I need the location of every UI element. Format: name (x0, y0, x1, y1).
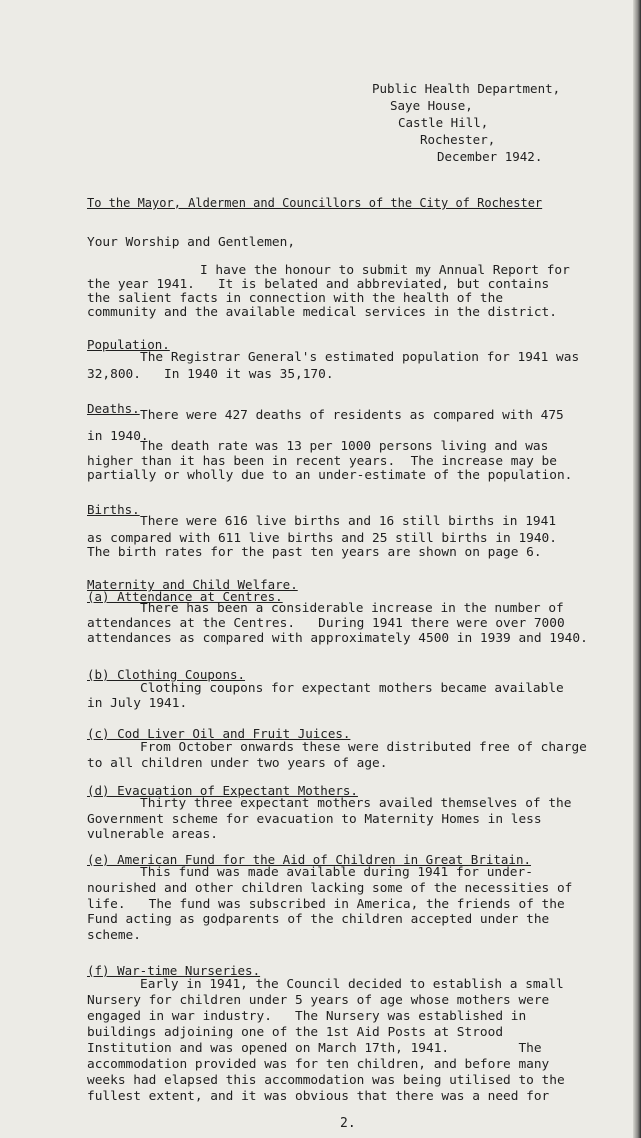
subsection-e-line: nourished and other children lacking some of the necessities of (87, 881, 573, 896)
deaths-line: There were 427 deaths of residents as compared with 475 (140, 408, 564, 423)
subsection-b-line: Clothing coupons for expectant mothers became available (140, 681, 564, 696)
subsection-a-line: attendances as compared with approximately 4500 in 1939 and 1940. (87, 631, 588, 646)
subsection-d-heading: (d) Evacuation of Expectant Mothers. (87, 783, 358, 798)
intro-line: I have the honour to submit my Annual Report for (200, 263, 570, 278)
subsection-d-line: Government scheme for evacuation to Maternity Homes in less (87, 812, 542, 827)
subsection-f-line: Nursery for children under 5 years of age whose mothers were (87, 993, 550, 1008)
subsection-e-line: This fund was made available during 1941 for under- (140, 865, 533, 880)
subsection-f-line: buildings adjoining one of the 1st Aid Posts at Strood (87, 1025, 504, 1040)
subsection-f-line: weeks had elapsed this accommodation was being utilised to the (87, 1073, 565, 1088)
subsection-f-heading: (f) War-time Nurseries. (87, 963, 261, 978)
subsection-f-line: Institution and was opened on March 17th, 1941. The (87, 1041, 542, 1056)
page-edge-shadow (633, 0, 641, 1138)
subsection-c-heading: (c) Cod Liver Oil and Fruit Juices. (87, 726, 351, 741)
address-line: Castle Hill, (398, 115, 489, 130)
deaths-line: higher than it has been in recent years. The increase may be (87, 454, 557, 469)
births-line: as compared with 611 live births and 25 still births in 1940. (87, 531, 557, 546)
intro-line: the salient facts in connection with the health of the (87, 291, 504, 306)
population-heading: Population. (87, 337, 170, 352)
intro-line: community and the available medical services in the district. (87, 305, 557, 320)
salutation: Your Worship and Gentlemen, (87, 235, 296, 250)
subsection-c-line: to all children under two years of age. (87, 756, 388, 771)
subsection-f-line: Early in 1941, the Council decided to establish a small (140, 977, 564, 992)
intro-line: the year 1941. It is belated and abbreviated, but contains (87, 277, 550, 292)
addressee-line: To the Mayor, Aldermen and Councillors of the City of Rochester (87, 196, 543, 210)
subsection-e-line: Fund acting as godparents of the children accepted under the (87, 912, 550, 927)
births-heading: Births. (87, 502, 140, 517)
subsection-a-heading: (a) Attendance at Centres. (87, 589, 283, 604)
population-line: The Registrar General's estimated population for 1941 was (140, 350, 580, 365)
address-line: Public Health Department, (372, 81, 561, 96)
deaths-line: in 1940. (87, 429, 149, 444)
subsection-e-line: life. The fund was subscribed in America, the friends of the (87, 897, 565, 912)
page-number: 2. (340, 1116, 356, 1131)
deaths-line: partially or wholly due to an under-estimate of the population. (87, 468, 573, 483)
subsection-d-line: Thirty three expectant mothers availed themselves of the (140, 796, 572, 811)
deaths-line: The death rate was 13 per 1000 persons living and was (140, 439, 549, 454)
births-line: There were 616 live births and 16 still births in 1941 (140, 514, 557, 529)
subsection-a-line: There has been a considerable increase in the number of (140, 601, 564, 616)
subsection-a-line: attendances at the Centres. During 1941 there were over 7000 (87, 616, 565, 631)
subsection-d-line: vulnerable areas. (87, 827, 218, 842)
subsection-b-line: in July 1941. (87, 696, 188, 711)
deaths-heading: Deaths. (87, 401, 140, 416)
subsection-f-line: fullest extent, and it was obvious that there was a need for (87, 1089, 550, 1104)
maternity-heading: Maternity and Child Welfare. (87, 577, 298, 592)
address-line: Saye House, (390, 98, 473, 113)
births-line: The birth rates for the past ten years are shown on page 6. (87, 545, 542, 560)
subsection-f-line: accommodation provided was for ten children, and before many (87, 1057, 550, 1072)
subsection-e-heading: (e) American Fund for the Aid of Children in Great Britain. (87, 852, 532, 867)
subsection-e-line: scheme. (87, 928, 141, 943)
population-line: 32,800. In 1940 it was 35,170. (87, 367, 334, 382)
address-line: December 1942. (437, 149, 543, 164)
subsection-c-line: From October onwards these were distributed free of charge (140, 740, 587, 755)
address-line: Rochester, (420, 132, 496, 147)
subsection-b-heading: (b) Clothing Coupons. (87, 667, 246, 682)
subsection-f-line: engaged in war industry. The Nursery was established in (87, 1009, 527, 1024)
